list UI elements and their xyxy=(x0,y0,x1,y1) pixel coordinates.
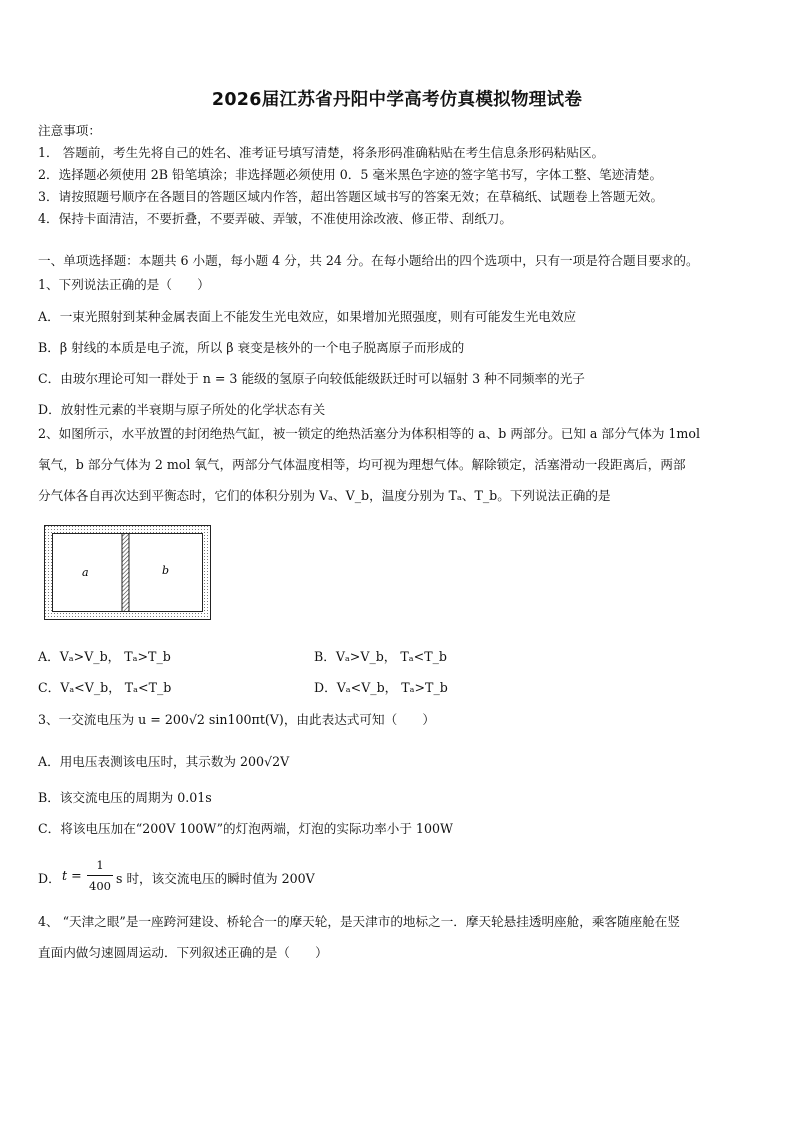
question-4-stem-line: 直面内做匀速圆周运动．下列叙述正确的是（ ） xyxy=(38,945,328,960)
question-2-stem-line: 分气体各自再次达到平衡态时，它们的体积分别为 Vₐ、V_b，温度分别为 Tₐ、T_b。下列说法正确的是 xyxy=(38,488,611,503)
question-3-option-a: A．用电压表测该电压时，其示数为 200√2V xyxy=(38,754,290,769)
question-4-stem xyxy=(38,906,758,968)
question-2-stem-line: 氧气，b 部分气体为 2 mol 氧气，两部分气体温度相等，均可视为理想气体。解除锁定，活塞滑动一段距离后，两部 xyxy=(38,457,686,472)
fraction-denominator: 400 xyxy=(89,879,111,893)
question-3-option-d-variable: t = xyxy=(62,868,82,883)
question-4-stem-line: 4、 “天津之眼”是一座跨河建设、桥轮合一的摩天轮，是天津市的地标之一．摩天轮悬挂透明座舱，乘客随座舱在竖 xyxy=(38,914,680,929)
question-3-option-d-text: s 时，该交流电压的瞬时值为 200V xyxy=(116,871,315,886)
question-1-stem: 1、下列说法正确的是（ ） xyxy=(38,277,210,292)
piston xyxy=(122,534,129,612)
fraction-numerator: 1 xyxy=(96,858,104,872)
cylinder-diagram xyxy=(44,525,212,621)
notice-item: 4．保持卡面清洁，不要折叠，不要弄破、弄皱，不准使用涂改液、修正带、刮纸刀。 xyxy=(38,211,512,226)
page-title: 2026届江苏省丹阳中学高考仿真模拟物理试卷 xyxy=(211,90,583,110)
notice-item: 1． 答题前，考生先将自己的姓名、准考证号填写清楚，将条形码准确粘贴在考生信息条形码粘贴区。 xyxy=(38,145,605,160)
question-1-option-b: B．β 射线的本质是电子流，所以 β 衰变是核外的一个电子脱离原子而形成的 xyxy=(38,340,465,355)
chamber-a-label: a xyxy=(82,566,89,579)
fraction-bar xyxy=(87,875,113,876)
notice-item: 3．请按照题号顺序在各题目的答题区域内作答，超出答题区域书写的答案无效；在草稿纸、试题卷上答题无效。 xyxy=(38,189,664,204)
question-3-option-d-prefix: D． xyxy=(38,871,61,886)
question-3-option-b: B．该交流电压的周期为 0.01s xyxy=(38,790,212,805)
question-2-stem-line: 2、如图所示，水平放置的封闭绝热气缸，被一锁定的绝热活塞分为体积相等的 a、b 两部分。已知 a 部分气体为 1mol xyxy=(38,426,700,441)
question-3-option-c: C．将该电压加在“200V 100W”的灯泡两端，灯泡的实际功率小于 100W xyxy=(38,821,453,836)
question-1-option-a: A．一束光照射到某种金属表面上不能发生光电效应，如果增加光照强度，则有可能发生光电效应 xyxy=(38,309,577,324)
question-2-stem xyxy=(38,418,758,511)
question-2-option-b: B．Vₐ>V_b， Tₐ<T_b xyxy=(314,649,447,664)
question-2-option-a: A．Vₐ>V_b， Tₐ>T_b xyxy=(38,649,171,664)
question-2-option-d: D．Vₐ<V_b， Tₐ>T_b xyxy=(314,680,448,695)
question-1-option-d: D．放射性元素的半衰期与原子所处的化学状态有关 xyxy=(38,402,326,417)
question-1-option-c: C．由玻尔理论可知一群处于 n = 3 能级的氢原子向较低能级跃迁时可以辐射 3 种不同频率的光子 xyxy=(38,371,585,386)
notice-heading: 注意事项： xyxy=(38,123,101,138)
notice-item: 2．选择题必须使用 2B 铅笔填涂；非选择题必须使用 0．5 毫米黑色字迹的签字笔书写，字体工整、笔迹清楚。 xyxy=(38,167,663,182)
question-2-option-c: C．Vₐ<V_b， Tₐ<T_b xyxy=(38,680,172,695)
question-3-stem: 3、一交流电压为 u = 200√2 sin100πt(V)，由此表达式可知（ ） xyxy=(38,712,435,727)
chamber-b-label: b xyxy=(162,564,170,577)
section-heading: 一、单项选择题：本题共 6 小题，每小题 4 分，共 24 分。在每小题给出的四个选项中，只有一项是符合题目要求的。 xyxy=(38,253,699,268)
